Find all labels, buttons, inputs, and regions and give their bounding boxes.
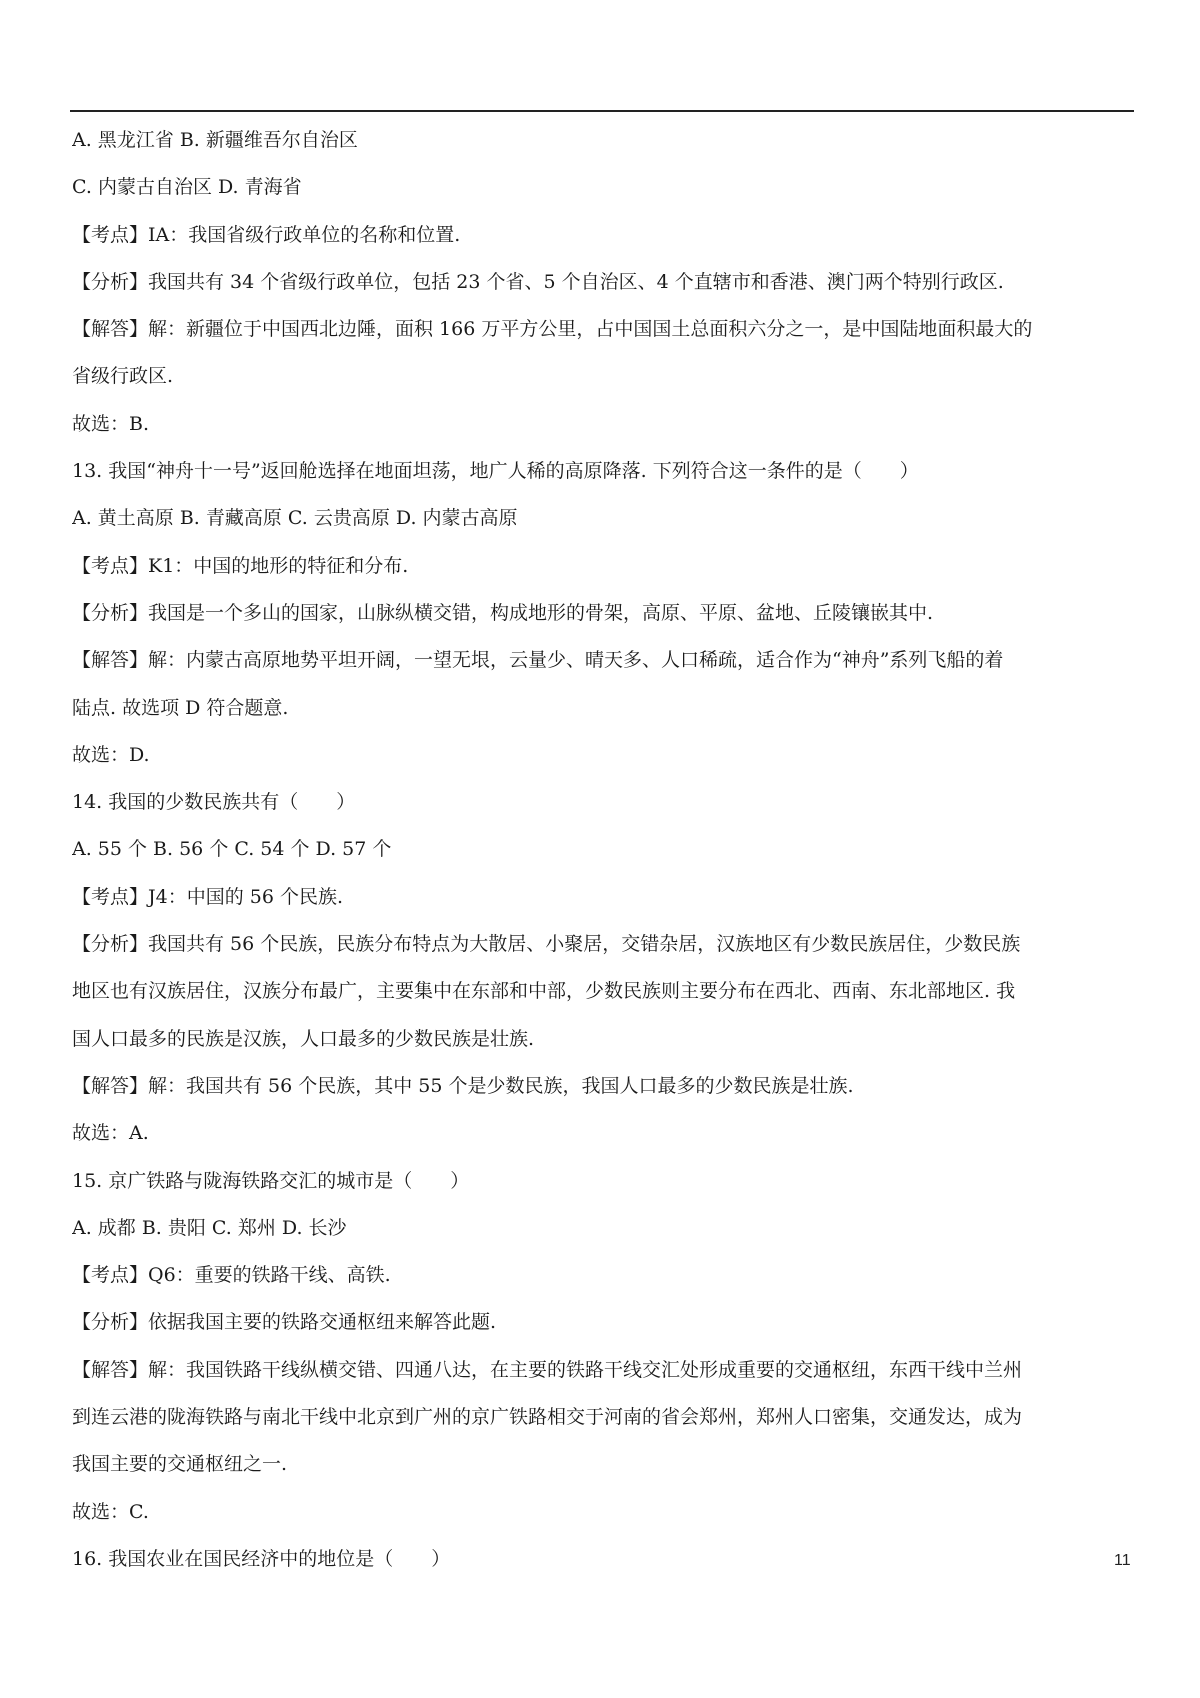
page-number: 11: [1114, 1552, 1131, 1569]
text-line: 【考点】IA：我国省级行政单位的名称和位置.: [72, 223, 461, 246]
text-line: 【解答】解：内蒙古高原地势平坦开阔，一望无垠，云量少、晴天多、人口稀疏，适合作为“神舟”系列飞船的着: [72, 649, 1004, 672]
text-line: 【考点】Q6：重要的铁路干线、高铁.: [72, 1264, 391, 1287]
text-line: 【分析】我国共有 56 个民族，民族分布特点为大散居、小聚居，交错杂居，汉族地区有少数民族居住，少数民族: [72, 933, 1021, 956]
question-16: 16. 我国农业在国民经济中的地位是（ ）: [72, 1547, 451, 1570]
question-13: 13. 我国“神舟十一号”返回舱选择在地面坦荡，地广人稀的高原降落. 下列符合这一条件的是（ ）: [72, 460, 919, 483]
text-line: 【分析】我国共有 34 个省级行政单位，包括 23 个省、5 个自治区、4 个直辖市和香港、澳门两个特别行政区.: [72, 270, 1004, 293]
text-line: 陆点. 故选项 D 符合题意.: [72, 696, 289, 719]
question-15: 15. 京广铁路与陇海铁路交汇的城市是（ ）: [72, 1169, 470, 1192]
text-line: A. 黑龙江省 B. 新疆维吾尔自治区: [72, 129, 358, 151]
text-line: 故选：B.: [72, 412, 150, 435]
text-line: 【分析】依据我国主要的铁路交通枢纽来解答此题.: [72, 1311, 497, 1334]
text-line: C. 内蒙古自治区 D. 青海省: [72, 176, 302, 199]
text-line: 【解答】解：新疆位于中国西北边陲，面积 166 万平方公里，占中国国土总面积六分之一，是中国陆地面积最大的: [72, 318, 1033, 341]
text-line: A. 成都 B. 贵阳 C. 郑州 D. 长沙: [72, 1216, 347, 1239]
text-line: A. 55 个 B. 56 个 C. 54 个 D. 57 个: [72, 838, 392, 861]
text-line: 故选：C.: [72, 1500, 149, 1523]
text-line: A. 黄土高原 B. 青藏高原 C. 云贵高原 D. 内蒙古高原: [72, 507, 518, 530]
text-line: 到连云港的陇海铁路与南北干线中北京到广州的京广铁路相交于河南的省会郑州，郑州人口密集，交通发达，成为: [72, 1406, 1023, 1429]
question-14: 14. 我国的少数民族共有（ ）: [72, 791, 356, 814]
header-rule: [70, 110, 1134, 112]
text-line: 我国主要的交通枢纽之一.: [72, 1453, 288, 1476]
text-line: 【解答】解：我国铁路干线纵横交错、四通八达，在主要的铁路干线交汇处形成重要的交通枢纽，东西干线中兰州: [72, 1358, 1023, 1381]
text-line: 【考点】K1：中国的地形的特征和分布.: [72, 554, 409, 577]
text-line: 地区也有汉族居住，汉族分布最广，主要集中在东部和中部，少数民族则主要分布在西北、西南、东北部地区. 我: [72, 980, 1016, 1003]
text-line: 国人口最多的民族是汉族，人口最多的少数民族是壮族.: [72, 1027, 535, 1050]
text-line: 省级行政区.: [72, 365, 174, 388]
text-line: 【解答】解：我国共有 56 个民族，其中 55 个是少数民族，我国人口最多的少数民族是壮族.: [72, 1074, 854, 1097]
text-line: 故选：D.: [72, 743, 150, 766]
text-line: 【考点】J4：中国的 56 个民族.: [72, 885, 344, 908]
document-body: [72, 117, 1138, 1583]
text-line: 故选：A.: [72, 1122, 149, 1145]
text-line: 【分析】我国是一个多山的国家，山脉纵横交错，构成地形的骨架，高原、平原、盆地、丘陵镶嵌其中.: [72, 601, 934, 624]
